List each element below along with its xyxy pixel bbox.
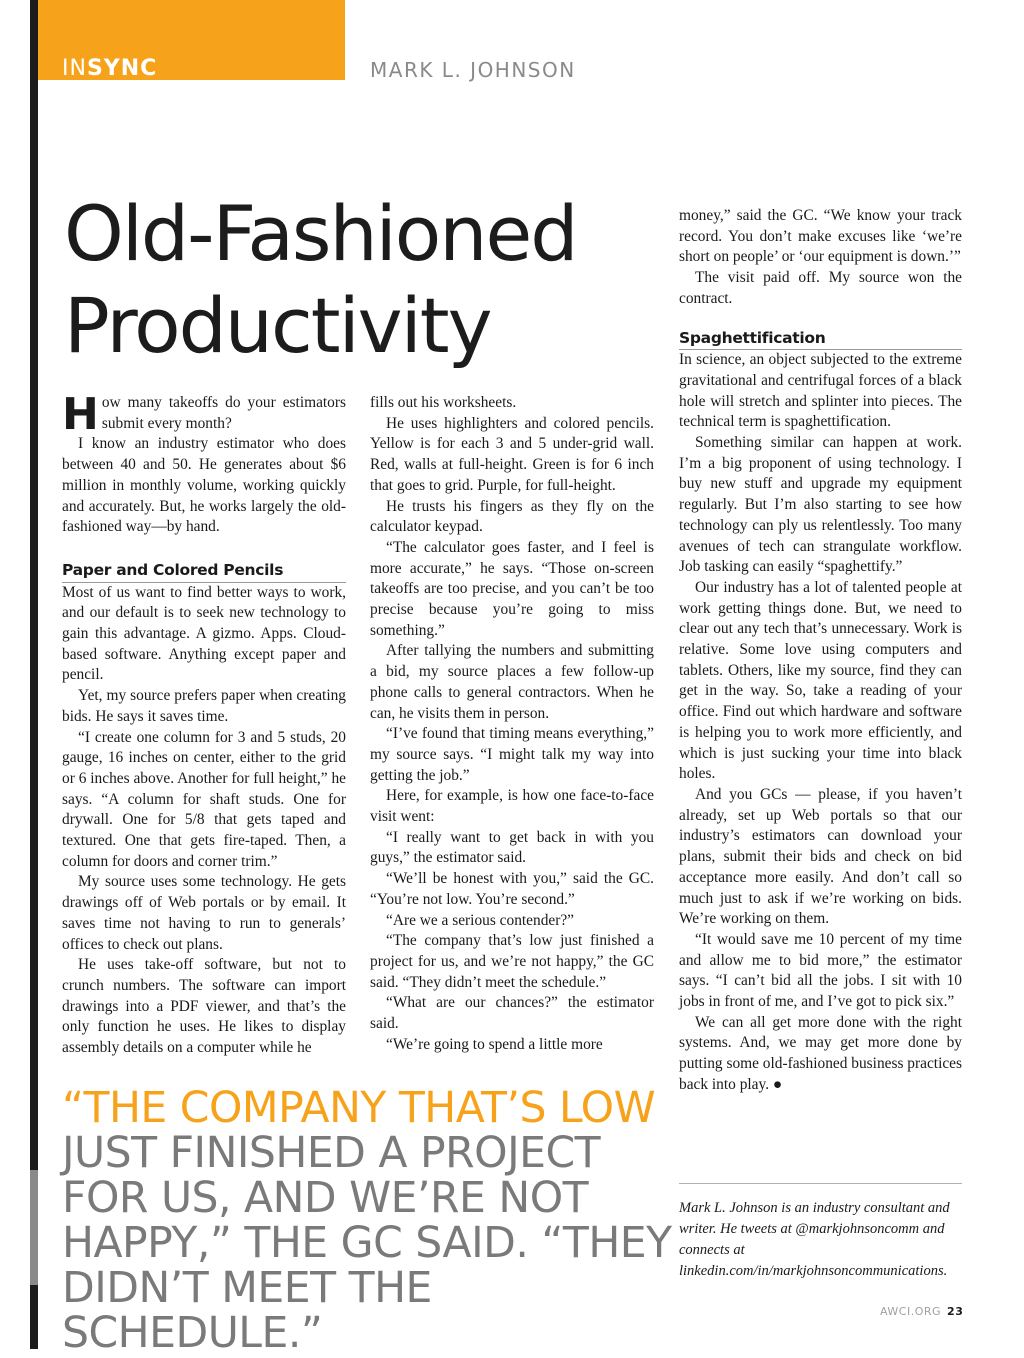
drop-cap: H: [62, 389, 99, 440]
paragraph: After tallying the numbers and submitting a bid, my source places a few follow-up phone calls to general contractors. When he can, he visits them in person.: [370, 642, 654, 722]
left-margin-bar-accent: [30, 1170, 38, 1285]
paragraph: Our industry has a lot of talented people at work getting things done. But, we need to clear out any tech that’s unnecessary. Work is relative. Some love using computers and tablets. Others, like my source, find they can get in the way. So, take a reading of your office. Find out which hardware and software is helping you to work more efficiently, and which is just sucking your time into black holes.: [679, 578, 962, 783]
subheading: Paper and Colored Pencils: [62, 560, 346, 583]
article-title: [64, 188, 576, 372]
bio-divider: [679, 1183, 962, 1184]
paragraph: “It would save me 10 percent of my time and allow me to bid more,” the estimator says. “I can’t bid all the jobs. I sit with 10 jobs in front of me, and I’ve got to pick six.”: [679, 930, 962, 1011]
author-bio: Mark L. Johnson is an industry consultant and writer. He tweets at @markjohnsoncomm and connects at linkedin.com/in/markjohnsoncommunications.: [679, 1200, 950, 1279]
paragraph: My source uses some technology. He gets drawings off of Web portals or by email. It saves time not having to run to generals’ offices to check out plans.: [62, 873, 346, 953]
paragraph: We can all get more done with the right systems. And, we may get more done by putting some old-fashioned business practices back into play. ●: [679, 1013, 962, 1093]
paragraph: “I really want to get back in with you guys,” the estimator said.: [370, 828, 654, 867]
left-margin-bar: [30, 0, 38, 1349]
page-number: 23: [947, 1305, 964, 1318]
paragraph: “The calculator goes faster, and I feel is more accurate,” he says. “Those on-screen takeoffs are too precise, and you can’t be too precise because you’re going to miss something.”: [370, 538, 654, 639]
paragraph: Something similar can happen at work. I’m a big proponent of using technology. I buy new stuff and upgrade my equipment regularly. But I’m also starting to see how technology can ply us relentlessly. Too many avenues of tech can strangulate workflow. Job tasking can easily “spaghettify.”: [679, 434, 962, 576]
footer-site: AWCI.ORG: [880, 1305, 942, 1318]
page-footer: [880, 1305, 963, 1318]
pull-quote-rest: JUST FINISHED A PROJECT FOR US, AND WE’RE NOT HAPPY,” THE GC SAID. “THEY DIDN’T MEET THE SCHEDULE.”: [62, 1129, 672, 1358]
author-byline: MARK L. JOHNSON: [370, 58, 576, 82]
paragraph: “I’ve found that timing means everything,” my source says. “I might talk my way into getting the job.”: [370, 725, 654, 784]
paragraph: Yet, my source prefers paper when creating bids. He says it saves time.: [62, 687, 346, 725]
paragraph: I know an industry estimator who does between 40 and 50. He generates about $6 million in monthly volume, working quickly and accurately. But, he works largely the old-fashioned way—by hand.: [62, 435, 346, 536]
paragraph: “We’re going to spend a little more: [386, 1035, 603, 1053]
paragraph: “I create one column for 3 and 5 studs, 20 gauge, 16 inches on center, either to the grid or 6 inches above. Another for full height,” he says. “A column for shaft studs. One for drywall. One for 5/8 that gets taped and textured. One that gets fire-taped. Then, a column for doors and corner trim.”: [62, 728, 346, 870]
paragraph: “The company that’s low just finished a project for us, and we’re not happy,” the GC said. “They didn’t meet the schedule.”: [370, 932, 654, 991]
section-label-prefix: IN: [62, 56, 87, 81]
paragraph: And you GCs — please, if you haven’t already, set up Web portals so that our industry’s estimators can download your plans, submit their bids and check on bid acceptance more easily. And don’t call so much just to ask if we’re working on bids. We’re working on them.: [679, 785, 962, 928]
subheading: Spaghettification: [679, 328, 962, 351]
paragraph: He uses take-off software, but not to crunch numbers. The software can import drawings into a PDF viewer, and that’s the only function he uses. He likes to display assembly details on a computer while he: [62, 956, 346, 1057]
paragraph: [62, 389, 346, 440]
pull-quote: [62, 1086, 672, 1356]
section-label: [62, 56, 157, 81]
paragraph: Here, for example, is how one face-to-face visit went:: [370, 787, 654, 826]
text-column-2: [370, 393, 654, 1056]
paragraph: The visit paid off. My source won the contract.: [679, 269, 962, 307]
paragraph: He uses highlighters and colored pencils. Yellow is for each 3 and 5 under-grid wall. Red, walls at full-height. Green is for 6 inch that goes to grid. Purple, for full-height.: [370, 414, 654, 494]
paragraph: “We’ll be honest with you,” said the GC. “You’re not low. You’re second.”: [370, 870, 654, 908]
paragraph: money,” said the GC. “We know your track record. You don’t make excuses like ‘we’re short on people’ or ‘our equipment is down.’”: [679, 207, 962, 266]
section-label-suffix: SYNC: [86, 56, 158, 81]
text-column-3: [679, 206, 962, 1096]
paragraph: fills out his worksheets.: [370, 394, 517, 411]
title-line-2: Productivity: [64, 281, 491, 370]
paragraph: He trusts his fingers as they fly on the calculator keypad.: [370, 497, 654, 536]
paragraph: In science, an object subjected to the extreme gravitational and centrifugal forces of a black hole will stretch and splinter into pieces. The technical term is spaghettification.: [679, 351, 962, 431]
paragraph-text: ow many takeoffs do your estimators submit every month?: [101, 394, 346, 432]
paragraph: Most of us want to find better ways to work, and our default is to seek new technology to gain this advantage. A gizmo. Apps. Cloud-based software. Anything except paper and pencil.: [62, 583, 346, 684]
paragraph: “Are we a serious contender?”: [386, 911, 575, 929]
paragraph: “What are our chances?” the estimator said.: [370, 994, 654, 1033]
title-line-1: Old-Fashioned: [64, 189, 577, 278]
text-column-1: [62, 389, 346, 1059]
pull-quote-highlight: “THE COMPANY THAT’S LOW: [62, 1084, 656, 1133]
